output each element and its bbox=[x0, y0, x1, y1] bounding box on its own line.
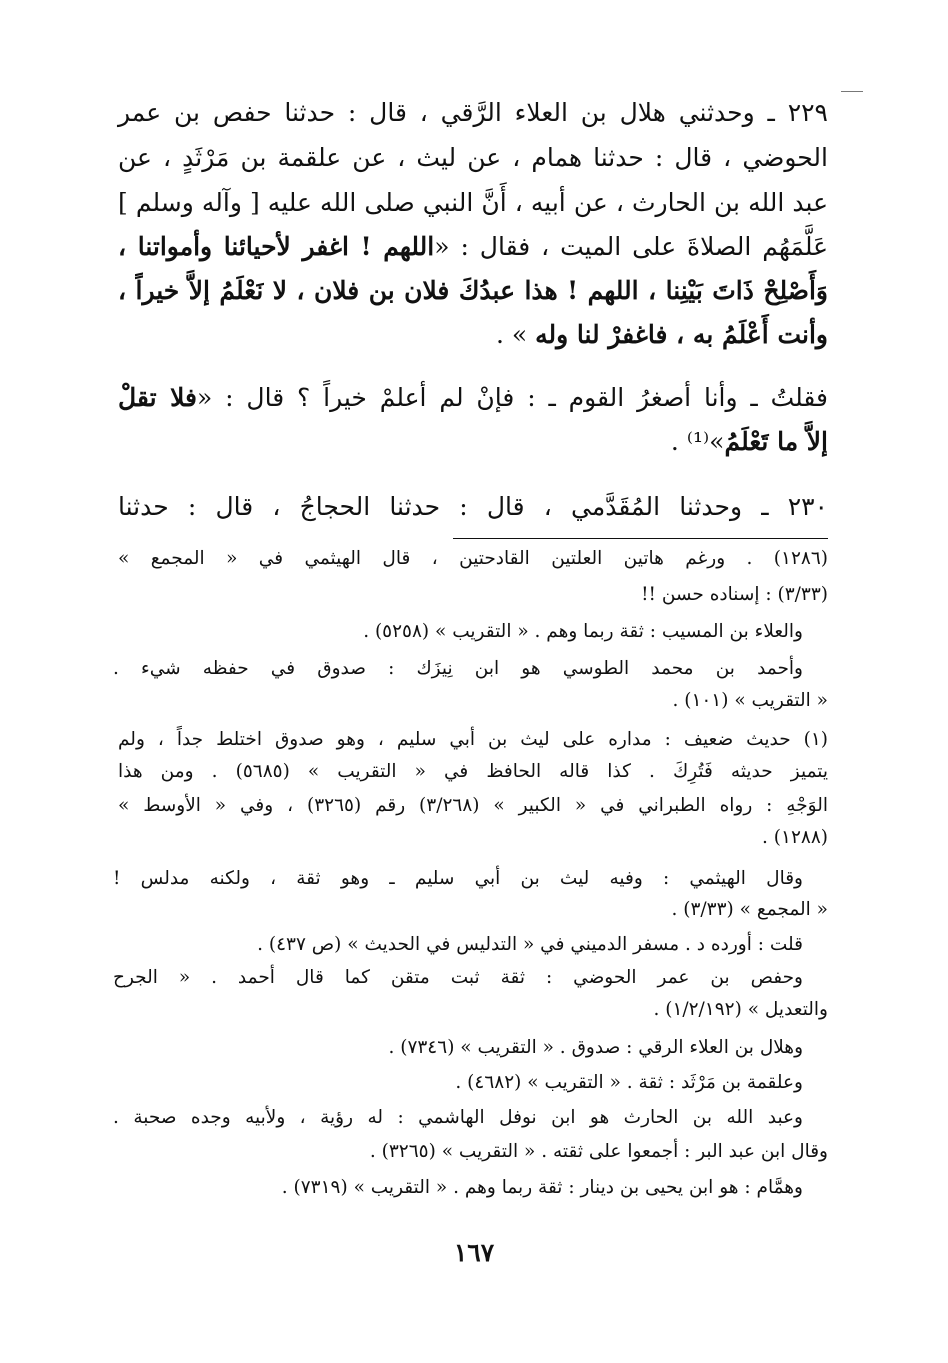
footnote-1-line: وقال الهيثمي : وفيه ليث بن أبي سليم ـ وهو ثقة ، ولكنه مدلس ! bbox=[113, 868, 803, 889]
footnote-1-line: وهمَّام : هو ابن يحيى بن دينار : ثقة ربما وهم . « التقريب » (٧٣١٩) . bbox=[281, 1177, 803, 1198]
hadith-229-line-8: إلاَّ ما تَعْلَمُ»⁽¹⁾ . bbox=[670, 427, 828, 456]
footnote-line: وأحمد بن محمد الطوسي هو ابن نِيزَك : صدوق في حفظه شيء . bbox=[113, 658, 803, 679]
hadith-229-line-5: وَأَصْلِحْ ذَاتَ بَيْنِنا ، اللهم ! هذا عبدُكَ فلان بن فلان ، لا نَعْلَمُ إلاَّ خيراً ، bbox=[118, 276, 828, 305]
footnote-1-line: الوَجْهِ : رواه الطبراني في « الكبير » (٣/٢٦٨) رقم (٣٢٦٥) ، وفي « الأوسط » bbox=[118, 795, 828, 816]
hadith-229-line-4: عَلَّمَهُم الصلاةَ على الميت ، فقال : «اللهم ! اغفر لأحيائنا وأمواتنا ، bbox=[118, 232, 829, 261]
hadith-229-line-3: عبد الله بن الحارث ، عن أبيه ، أَنَّ النبي صلى الله عليه [ وآله وسلم ] bbox=[118, 188, 828, 217]
footnote-1-line: (١) حديث ضعيف : مداره على ليث بن أبي سليم ، وهو صدوق اختلط جداً ، ولم bbox=[118, 729, 828, 750]
footnote-1-line: وقال ابن عبد البر : أجمعوا على ثقته . « التقريب » (٣٢٦٥) . bbox=[369, 1141, 828, 1162]
footnote-1-line: (١٢٨٨) . bbox=[762, 827, 828, 848]
footnote-1-line: يتميز حديثه فَتُرِكَ . كذا قاله الحافظ في « التقريب » (٥٦٨٥) . ومن هذا bbox=[118, 761, 828, 782]
footnote-1-line: قلت : أورده د . مسفر الدميني في « التدليس في الحديث » (ص ٤٣٧) . bbox=[257, 934, 803, 955]
footnote-1-line: وهلال بن العلاء الرقي : صدوق . « التقريب » (٧٣٤٦) . bbox=[388, 1037, 803, 1058]
hadith-229-line-6: وأنت أَعْلَمُ به ، فاغفرْ لنا وله » . bbox=[495, 320, 828, 349]
hadith-229-line-2: الحوضي ، قال : حدثنا همام ، عن ليث ، عن علقمة بن مَرْثَدٍ ، عن bbox=[118, 143, 828, 172]
footnote-1-line: والتعديل » (١/٢/١٩٢) . bbox=[653, 999, 828, 1020]
footnote-1-line: وحفص بن عمر الحوضي : ثقة ثبت متقن كما قال أحمد . « الجرح bbox=[113, 967, 803, 988]
footnote-1-line: وعلقمة بن مَرْثَد : ثقة . « التقريب » (٤٦٨٢) . bbox=[455, 1072, 803, 1093]
footnote-1-line: وعبد الله بن الحارث هو ابن نوفل الهاشمي : له رؤية ، ولأبيه وجده صحبة . bbox=[113, 1107, 803, 1128]
hadith-229-line-7: فقلتُ ـ وأنا أصغرُ القوم ـ : فإنْ لم أعلمْ خيراً ؟ قال : «فلا تقلْ bbox=[118, 383, 829, 412]
footnote-line: والعلاء بن المسيب : ثقة ربما وهم . « التقريب » (٥٢٥٨) . bbox=[363, 621, 803, 642]
footnote-1-line: « المجمع » (٣/٣٣) . bbox=[671, 899, 828, 920]
footnote-separator bbox=[453, 538, 828, 539]
footnote-line: (١٢٨٦) . ورغم هاتين العلتين القادحتين ، قال الهيثمي في « المجمع » bbox=[118, 548, 828, 569]
hadith-230-line-1: ٢٣٠ ـ وحدثنا المُقَدَّمي ، قال : حدثنا الحجاجُ ، قال : حدثنا bbox=[118, 492, 828, 521]
hadith-229-line-1: ٢٢٩ ـ وحدثني هلال بن العلاء الرَّقي ، قال : حدثنا حفص بن عمر bbox=[118, 98, 828, 127]
footnote-line: « التقريب » (١٠١) . bbox=[672, 690, 828, 711]
margin-mark bbox=[841, 91, 863, 92]
dua-text: اللهم ! اغفر لأحيائنا وأمواتنا ، bbox=[118, 232, 435, 261]
page-number: ١٦٧ bbox=[453, 1238, 495, 1267]
footnote-line: (٣/٣٣) : إسناده حسن !! bbox=[641, 584, 828, 605]
